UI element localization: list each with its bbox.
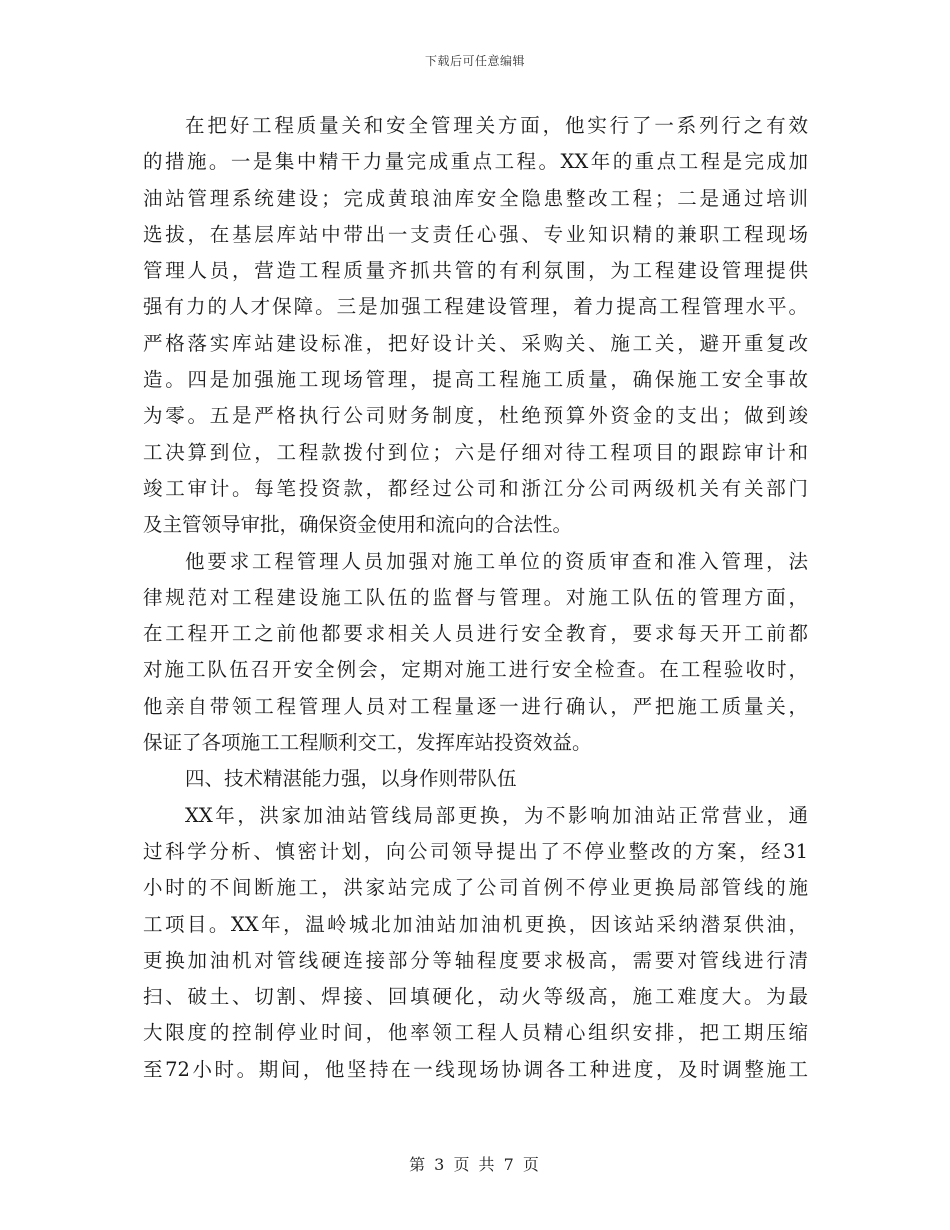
text-line: 为零。五是严格执行公司财务制度，杜绝预算外资金的支出；做到竣 bbox=[143, 404, 808, 428]
text-line: 及主管领导审批，确保资金使用和流向的合法性。 bbox=[143, 513, 573, 537]
text-line: 强有力的人才保障。三是加强工程建设管理，着力提高工程管理水平。 bbox=[143, 295, 808, 319]
text-line: 律规范对工程建设施工队伍的监督与管理。对施工队伍的管理方面， bbox=[143, 585, 808, 609]
text-line: 选拔，在基层库站中带出一支责任心强、专业知识精的兼职工程现场 bbox=[143, 222, 808, 246]
text-line: 对施工队伍召开安全例会，定期对施工进行安全检查。在工程验收时， bbox=[143, 658, 808, 682]
text-line: 他亲自带领工程管理人员对工程量逐一进行确认，严把施工质量关， bbox=[143, 694, 808, 718]
page-number-footer: 第 3 页 共 7 页 bbox=[409, 1155, 541, 1174]
text-line: 至72小时。期间，他坚持在一线现场协调各工种进度，及时调整施工 bbox=[143, 1057, 808, 1081]
text-line: 保证了各项施工工程顺利交工，发挥库站投资效益。 bbox=[143, 731, 592, 755]
text-line: 造。四是加强施工现场管理，提高工程施工质量，确保施工安全事故 bbox=[143, 368, 808, 392]
text-line: 过科学分析、慎密计划，向公司领导提出了不停业整改的方案，经31 bbox=[143, 839, 808, 863]
paragraph-quality-safety bbox=[143, 108, 808, 544]
text-line: XX年，洪家加油站管线局部更换，为不影响加油站正常营业，通 bbox=[185, 803, 808, 827]
text-line: 油站管理系统建设；完成黄琅油库安全隐患整改工程；二是通过培训 bbox=[143, 186, 808, 210]
text-line: 他要求工程管理人员加强对施工单位的资质审查和准入管理，法 bbox=[185, 549, 808, 573]
text-line: 严格落实库站建设标准，把好设计关、采购关、施工关，避开重复改 bbox=[143, 331, 808, 355]
page-header: 下载后可任意编辑 bbox=[424, 54, 525, 68]
section-heading bbox=[143, 761, 808, 797]
text-line: 的措施。一是集中精干力量完成重点工程。XX年的重点工程是完成加 bbox=[143, 150, 808, 174]
text-line: 大限度的控制停业时间，他率领工程人员精心组织安排，把工期压缩 bbox=[143, 1021, 808, 1045]
text-line: 扫、破土、切割、焊接、回填硬化，动火等级高，施工难度大。为最 bbox=[143, 985, 808, 1009]
text-line: 竣工审计。每笔投资款，都经过公司和浙江分公司两级机关有关部门 bbox=[143, 476, 808, 500]
text-line: 工项目。XX年，温岭城北加油站加油机更换，因该站采纳潜泵供油， bbox=[143, 912, 808, 936]
text-line: 更换加油机对管线硬连接部分等轴程度要求极高，需要对管线进行清 bbox=[143, 948, 808, 972]
text-line: 在把好工程质量关和安全管理关方面，他实行了一系列行之有效 bbox=[185, 114, 808, 137]
section-title: 四、技术精湛能力强，以身作则带队伍 bbox=[185, 767, 517, 791]
document-body bbox=[143, 108, 808, 1088]
text-line: 管理人员，营造工程质量齐抓共管的有利氛围，为工程建设管理提供 bbox=[143, 259, 808, 283]
paragraph-contractor-management bbox=[143, 544, 808, 762]
text-line: 工决算到位，工程款拨付到位；六是仔细对待工程项目的跟踪审计和 bbox=[143, 440, 808, 464]
paragraph-technical-skills bbox=[143, 798, 808, 1088]
text-line: 在工程开工之前他都要求相关人员进行安全教育，要求每天开工前都 bbox=[143, 622, 808, 646]
text-line: 小时的不间断施工，洪家站完成了公司首例不停业更换局部管线的施 bbox=[143, 876, 808, 900]
